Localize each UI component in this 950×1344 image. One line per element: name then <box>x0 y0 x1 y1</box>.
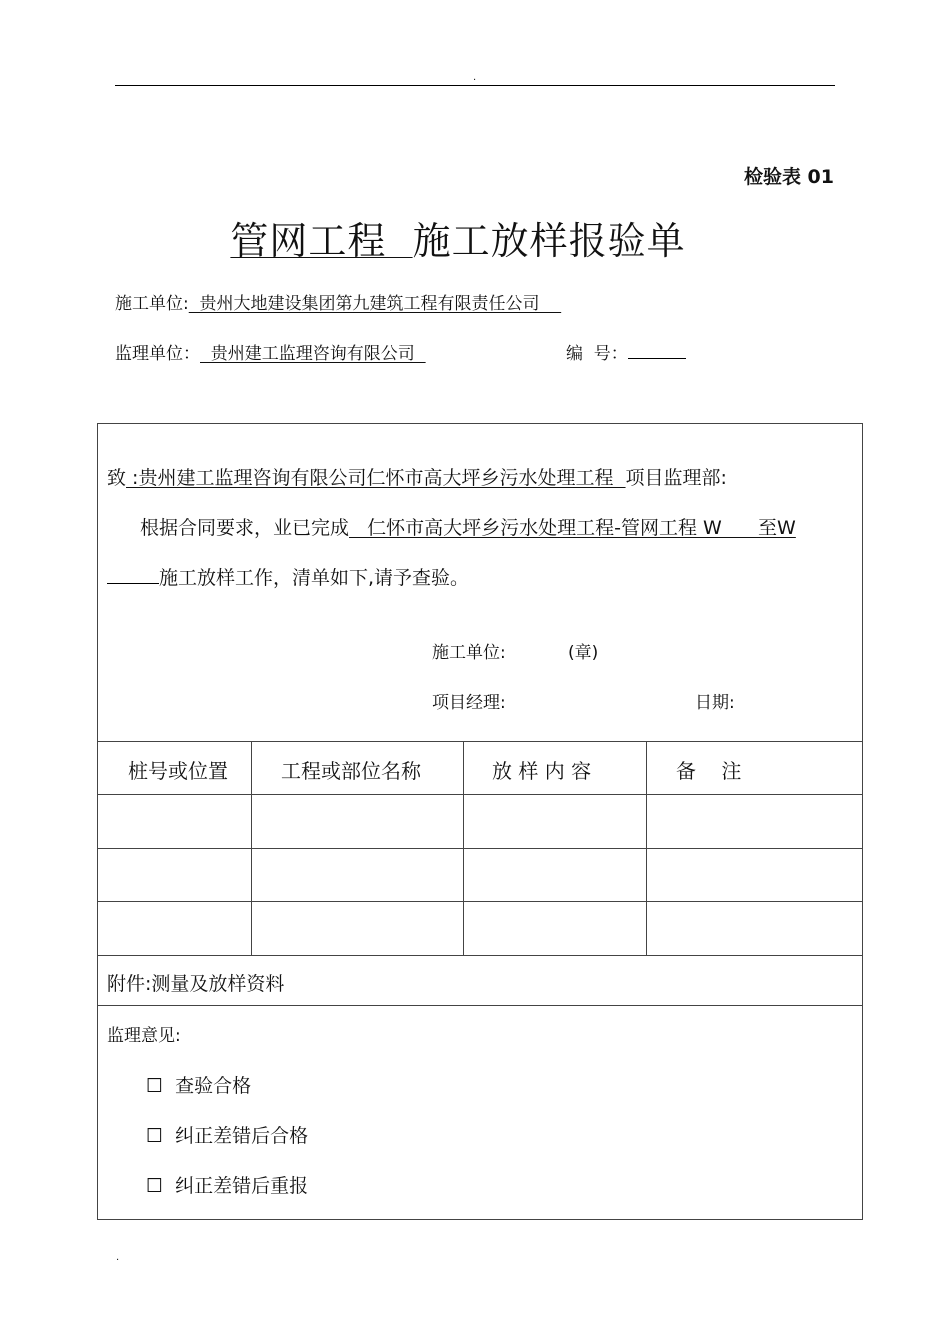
table-header-part-name: 工程或部位名称 <box>281 759 421 783</box>
checkbox-icon[interactable]: ☐ <box>146 1075 164 1097</box>
addressee-value: :贵州建工监理咨询有限公司仁怀市高大坪乡污水处理工程 <box>126 467 626 489</box>
attachment-bottom-rule <box>98 1005 862 1006</box>
form-number: 检验表 01 <box>743 166 834 188</box>
title-project: 管网工程 <box>230 219 413 263</box>
date-label: 日期: <box>695 693 735 713</box>
table-header-remarks: 备 注 <box>676 759 742 783</box>
option-label: 纠正差错后重报 <box>175 1175 309 1197</box>
supervision-unit-value: 贵州建工监理咨询有限公司 <box>200 344 426 364</box>
opinion-option-pass[interactable] <box>146 1071 251 1098</box>
table-bottom-rule <box>98 955 862 956</box>
sign-unit-label: 施工单位: <box>432 643 506 663</box>
addressee-prefix: 致 <box>107 467 127 489</box>
construction-unit-label: 施工单位: <box>115 294 189 314</box>
page-title <box>0 210 916 265</box>
addressee-suffix: 项目监理部: <box>625 467 727 489</box>
manager-label: 项目经理: <box>432 693 506 713</box>
request-blank <box>107 563 159 584</box>
addressee-line <box>107 463 727 490</box>
opinion-option-corrected-pass[interactable] <box>146 1121 308 1148</box>
checkbox-icon[interactable]: ☐ <box>146 1125 164 1147</box>
serial-label: 编 号： <box>566 344 628 364</box>
option-label: 查验合格 <box>175 1075 252 1097</box>
table-row[interactable] <box>98 902 862 955</box>
completion-prefix: 根据合同要求，业已完成 <box>140 517 350 539</box>
table-row[interactable] <box>98 849 862 901</box>
checkbox-icon[interactable]: ☐ <box>146 1175 164 1197</box>
title-form-name: 施工放样报验单 <box>412 219 686 263</box>
supervision-unit-row <box>115 339 426 364</box>
header-rule <box>115 85 835 86</box>
completion-line <box>140 513 796 540</box>
option-label: 纠正差错后合格 <box>175 1125 309 1147</box>
header-dot: . <box>473 72 477 83</box>
table-top-rule <box>98 741 862 742</box>
serial-value <box>628 340 686 359</box>
opinion-option-resubmit[interactable] <box>146 1171 308 1198</box>
table-row[interactable] <box>98 795 862 848</box>
opinion-label: 监理意见: <box>107 1026 181 1046</box>
sign-seal: (章) <box>568 643 599 663</box>
table-header-content: 放 样 内 容 <box>492 759 592 783</box>
serial-row <box>566 339 686 364</box>
footer-dot: . <box>116 1252 120 1263</box>
request-text: 施工放样工作，清单如下,请予查验。 <box>159 567 470 589</box>
completion-value: 仁怀市高大坪乡污水处理工程-管网工程 W 至W <box>349 517 796 539</box>
form-box <box>97 423 863 1220</box>
attachment-label: 附件:测量及放样资料 <box>107 973 285 995</box>
construction-unit-value: 贵州大地建设集团第九建筑工程有限责任公司 <box>188 294 562 314</box>
table-header-station: 桩号或位置 <box>128 759 228 783</box>
construction-unit-row <box>115 289 561 314</box>
supervision-unit-label: 监理单位： <box>115 344 200 364</box>
request-line <box>107 563 469 590</box>
